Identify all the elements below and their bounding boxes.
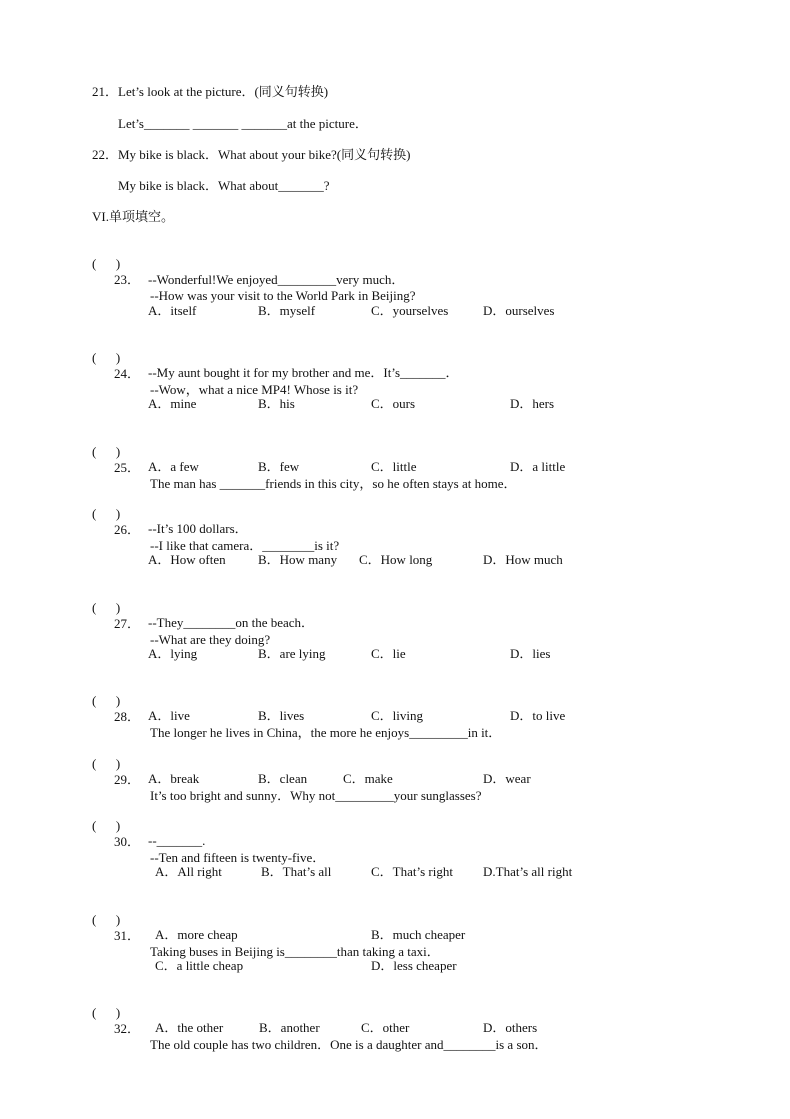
question-number: 29． bbox=[114, 772, 141, 787]
section-title: VI.单项填空。 bbox=[92, 209, 174, 224]
answer-paren: ( ) bbox=[92, 693, 121, 708]
question-22-prompt: 22．My bike is black．What about your bike?(同义句转换) bbox=[92, 147, 411, 162]
option-c: C．lie bbox=[371, 646, 406, 661]
option-a: A．more cheap bbox=[155, 927, 238, 942]
option-b: B．his bbox=[258, 396, 295, 411]
option-b: B．few bbox=[258, 459, 300, 474]
option-a: A．All right bbox=[155, 864, 222, 879]
question-text: --How was your visit to the World Park in Beijing? bbox=[150, 288, 416, 303]
question-21-answer-line: Let’s_______ _______ _______at the picture． bbox=[118, 116, 368, 131]
option-a: A．the other bbox=[155, 1020, 224, 1035]
question-number: 23． bbox=[114, 272, 141, 287]
option-a: A．live bbox=[148, 708, 190, 723]
option-a: A．lying bbox=[148, 646, 198, 661]
question-number: 24． bbox=[114, 366, 141, 381]
question-number: 25． bbox=[114, 460, 141, 475]
option-c: C．make bbox=[343, 771, 393, 786]
option-d: D．to live bbox=[510, 708, 566, 723]
question-number: 31． bbox=[114, 928, 141, 943]
option-d: D．a little bbox=[510, 459, 566, 474]
option-d: D．wear bbox=[483, 771, 531, 786]
question-30-line-2: --_______. bbox=[148, 833, 206, 848]
option-b: B．another bbox=[259, 1020, 320, 1035]
answer-paren: ( ) bbox=[92, 1005, 121, 1020]
option-d: D.That’s all right bbox=[483, 864, 573, 879]
answer-paren: ( ) bbox=[92, 600, 121, 615]
option-d: D．others bbox=[483, 1020, 538, 1035]
question-number: 30． bbox=[114, 834, 141, 849]
question-text: The longer he lives in China，the more he enjoys_________in it． bbox=[150, 725, 502, 740]
question-24-line-2: --My aunt bought it for my brother and me．It’s_______． bbox=[148, 365, 459, 380]
option-b: B．myself bbox=[258, 303, 316, 318]
option-d: D．ourselves bbox=[483, 303, 555, 318]
answer-paren: ( ) bbox=[92, 818, 121, 833]
answer-paren: ( ) bbox=[92, 506, 121, 521]
question-text: --Wow，what a nice MP4! Whose is it? bbox=[150, 382, 359, 397]
option-c: C．a little cheap bbox=[155, 958, 244, 973]
option-c: C．ours bbox=[371, 396, 416, 411]
option-b: B．much cheaper bbox=[371, 927, 466, 942]
answer-paren: ( ) bbox=[92, 444, 121, 459]
option-b: B．How many bbox=[258, 552, 338, 567]
option-c: C．That’s right bbox=[371, 864, 453, 879]
question-number: 32． bbox=[114, 1021, 141, 1036]
question-text: --What are they doing? bbox=[150, 632, 271, 647]
option-d: D．hers bbox=[510, 396, 555, 411]
option-d: D．How much bbox=[483, 552, 563, 567]
question-text: It’s too bright and sunny．Why not_________your sunglasses? bbox=[150, 788, 482, 803]
question-number: 26． bbox=[114, 522, 141, 537]
question-23-line-2: --Wonderful!We enjoyed_________very much． bbox=[148, 272, 405, 287]
option-d: D．less cheaper bbox=[371, 958, 457, 973]
question-text: Taking buses in Beijing is________than taking a taxi． bbox=[150, 944, 440, 959]
option-a: A．How often bbox=[148, 552, 226, 567]
option-c: C．little bbox=[371, 459, 417, 474]
question-22-answer-line: My bike is black．What about_______? bbox=[118, 178, 330, 193]
question-text: --I like that camera．________is it? bbox=[150, 538, 340, 553]
option-b: B．are lying bbox=[258, 646, 326, 661]
question-26-line-2: --It’s 100 dollars． bbox=[148, 521, 248, 536]
option-b: B．lives bbox=[258, 708, 305, 723]
question-number: 28． bbox=[114, 709, 141, 724]
option-b: B．That’s all bbox=[261, 864, 332, 879]
answer-paren: ( ) bbox=[92, 256, 121, 271]
answer-paren: ( ) bbox=[92, 756, 121, 771]
answer-paren: ( ) bbox=[92, 912, 121, 927]
option-a: A．mine bbox=[148, 396, 197, 411]
option-c: C．other bbox=[361, 1020, 410, 1035]
question-text: --Ten and fifteen is twenty-five． bbox=[150, 850, 326, 865]
option-b: B．clean bbox=[258, 771, 308, 786]
question-27-line-2: --They________on the beach． bbox=[148, 615, 315, 630]
answer-paren: ( ) bbox=[92, 350, 121, 365]
question-number: 27． bbox=[114, 616, 141, 631]
question-text: The old couple has two children．One is a daughter and________is a son． bbox=[150, 1037, 548, 1052]
option-c: C．How long bbox=[359, 552, 433, 567]
option-a: A．break bbox=[148, 771, 200, 786]
option-c: C．living bbox=[371, 708, 424, 723]
option-d: D．lies bbox=[510, 646, 551, 661]
question-21-prompt: 21．Let’s look at the picture．(同义句转换) bbox=[92, 84, 329, 99]
option-c: C．yourselves bbox=[371, 303, 449, 318]
question-text: The man has _______friends in this city，so he often stays at home． bbox=[150, 476, 517, 491]
option-a: A．a few bbox=[148, 459, 199, 474]
option-a: A．itself bbox=[148, 303, 197, 318]
